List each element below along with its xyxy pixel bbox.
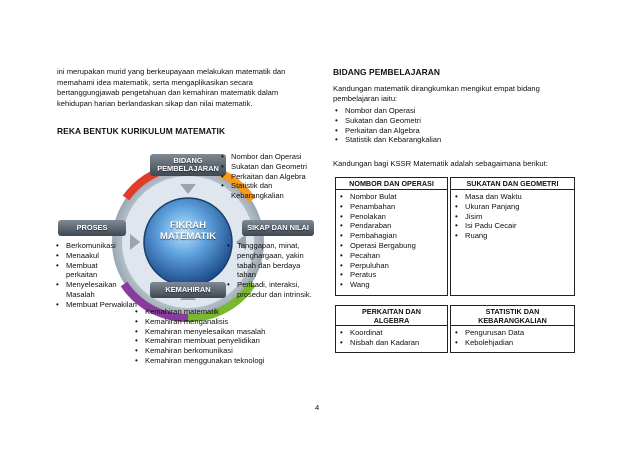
table-item: • Penambahan xyxy=(339,202,445,212)
table-header-line: STATISTIK DAN xyxy=(485,307,540,316)
list-item: • Peribadi, interaksi, xyxy=(226,280,330,290)
list-item: • Menaakul xyxy=(55,251,145,261)
diagram-list-sikap xyxy=(226,241,330,300)
diagram-center-label xyxy=(148,220,228,242)
table-item: • Pecahan xyxy=(339,251,445,261)
kssr-paragraph: Kandungan bagi KSSR Matematik adalah sebagaimana berikut: xyxy=(333,159,548,168)
table-item: • Masa dan Waktu xyxy=(454,192,572,202)
diagram-list-kemahiran xyxy=(134,307,324,366)
kandungan-line: Kandungan matematik dirangkumkan mengikut empat bidang xyxy=(333,84,540,93)
table-header xyxy=(451,306,574,326)
list-item: • Nombor dan Operasi xyxy=(220,152,332,162)
table-item: • Perpuluhan xyxy=(339,261,445,271)
center-label-line1: FIKRAH xyxy=(169,220,207,231)
diagram-label-kemahiran: KEMAHIRAN xyxy=(165,285,211,294)
list-item: • Membuat Perwakilan xyxy=(55,300,145,310)
list-item: • Menyelesaikan xyxy=(55,280,145,290)
kandungan-line: pembelajaran iaitu: xyxy=(333,94,398,104)
table-item: • Koordinat xyxy=(339,328,445,338)
table-item: • Kebolehjadian xyxy=(454,338,572,348)
list-item-continuation: Masalah xyxy=(66,289,95,299)
list-item: • Membuat xyxy=(55,261,145,271)
table-item: • Nisbah dan Kadaran xyxy=(339,338,445,348)
page-number: 4 xyxy=(315,403,320,412)
table-header: NOMBOR DAN OPERASI xyxy=(336,178,447,190)
list-item: • Tanggapan, minat, xyxy=(226,241,330,251)
table-header-line: KEBARANGKALIAN xyxy=(478,316,547,325)
table-item: • Pengurusan Data xyxy=(454,328,572,338)
list-item: • Kemahiran menggunakan teknologi xyxy=(134,356,324,366)
list-item: • Nombor dan Operasi xyxy=(334,106,441,116)
table-item: • Nombor Bulat xyxy=(339,192,445,202)
table-item: • Isi Padu Cecair xyxy=(454,221,572,231)
table-item: • Jisim xyxy=(454,212,572,222)
table-header: SUKATAN DAN GEOMETRI xyxy=(451,178,574,190)
table-item: • Wang xyxy=(339,280,445,290)
table-statistik-kebarangkalian xyxy=(450,305,575,353)
list-item: • Kemahiran matematik xyxy=(134,307,324,317)
table-item: • Pembahagian xyxy=(339,231,445,241)
table-item: • Operasi Bergabung xyxy=(339,241,445,251)
diagram-list-bidang xyxy=(220,152,332,201)
diagram-label-bidang-line1: BIDANG xyxy=(173,156,203,165)
center-label-line2: MATEMATIK xyxy=(159,231,217,242)
diagram-label-sikap: SIKAP DAN NILAI xyxy=(247,223,309,232)
list-item: • Kemahiran menganalisis xyxy=(134,317,324,327)
bidang-list xyxy=(334,106,441,145)
table-item: • Ruang xyxy=(454,231,572,241)
table-nombor-operasi xyxy=(335,177,448,296)
list-item: • Sukatan dan Geometri xyxy=(220,162,332,172)
intro-line: memahami idea matematik, serta mengaplikasikan secara xyxy=(57,77,253,87)
list-item-continuation: Kebarangkalian xyxy=(231,191,284,201)
list-item: • Kemahiran membuat penyelidikan xyxy=(134,336,324,346)
diagram-list-proses xyxy=(55,241,145,310)
intro-last-line: kehidupan harian berlandaskan sikap dan nilai matematik. xyxy=(57,99,253,108)
section-heading-reka-bentuk: REKA BENTUK KURIKULUM MATEMATIK xyxy=(57,126,226,136)
list-item-continuation: penghargaan, yakin xyxy=(237,250,304,260)
kandungan-paragraph xyxy=(333,84,593,105)
list-item: • Statistik dan xyxy=(220,181,332,191)
table-item: • Peratus xyxy=(339,270,445,280)
list-item-continuation: prosedur dan intrinsik. xyxy=(237,289,312,299)
list-item: • Sukatan dan Geometri xyxy=(334,116,441,126)
diagram-label-bidang-line2: PEMBELAJARAN xyxy=(157,164,219,174)
intro-line: ini merupakan murid yang berkeupayaan melakukan matematik dan xyxy=(57,67,286,76)
section-heading-bidang-pembelajaran: BIDANG PEMBELAJARAN xyxy=(333,67,441,77)
table-perkaitan-algebra xyxy=(335,305,448,353)
diagram-label-bidang xyxy=(152,157,224,174)
diagram-label-proses: PROSES xyxy=(76,223,108,232)
list-item-continuation: perkaitan xyxy=(66,270,98,280)
table-header-line: ALGEBRA xyxy=(373,316,410,325)
list-item-continuation: tabah dan berdaya xyxy=(237,260,301,270)
intro-paragraph xyxy=(57,67,304,99)
table-header xyxy=(336,306,447,326)
table-header-line: PERKAITAN DAN xyxy=(362,307,421,316)
table-item: • Penolakan xyxy=(339,212,445,222)
table-sukatan-geometri xyxy=(450,177,575,296)
list-item: • Kemahiran berkomunikasi xyxy=(134,346,324,356)
list-item: • Perkaitan dan Algebra xyxy=(334,126,441,136)
list-item: • Kemahiran menyelesaikan masalah xyxy=(134,327,324,337)
list-item: • Berkomunikasi xyxy=(55,241,145,251)
table-item: • Ukuran Panjang xyxy=(454,202,572,212)
table-item: • Pendaraban xyxy=(339,221,445,231)
list-item: • Statistik dan Kebarangkalian xyxy=(334,135,441,145)
list-item-continuation: tahan xyxy=(237,270,257,280)
list-item: • Perkaitan dan Algebra xyxy=(220,172,332,182)
intro-line: bertanggungjawab pengetahuan dan kemahiran matematik dalam xyxy=(57,88,279,98)
